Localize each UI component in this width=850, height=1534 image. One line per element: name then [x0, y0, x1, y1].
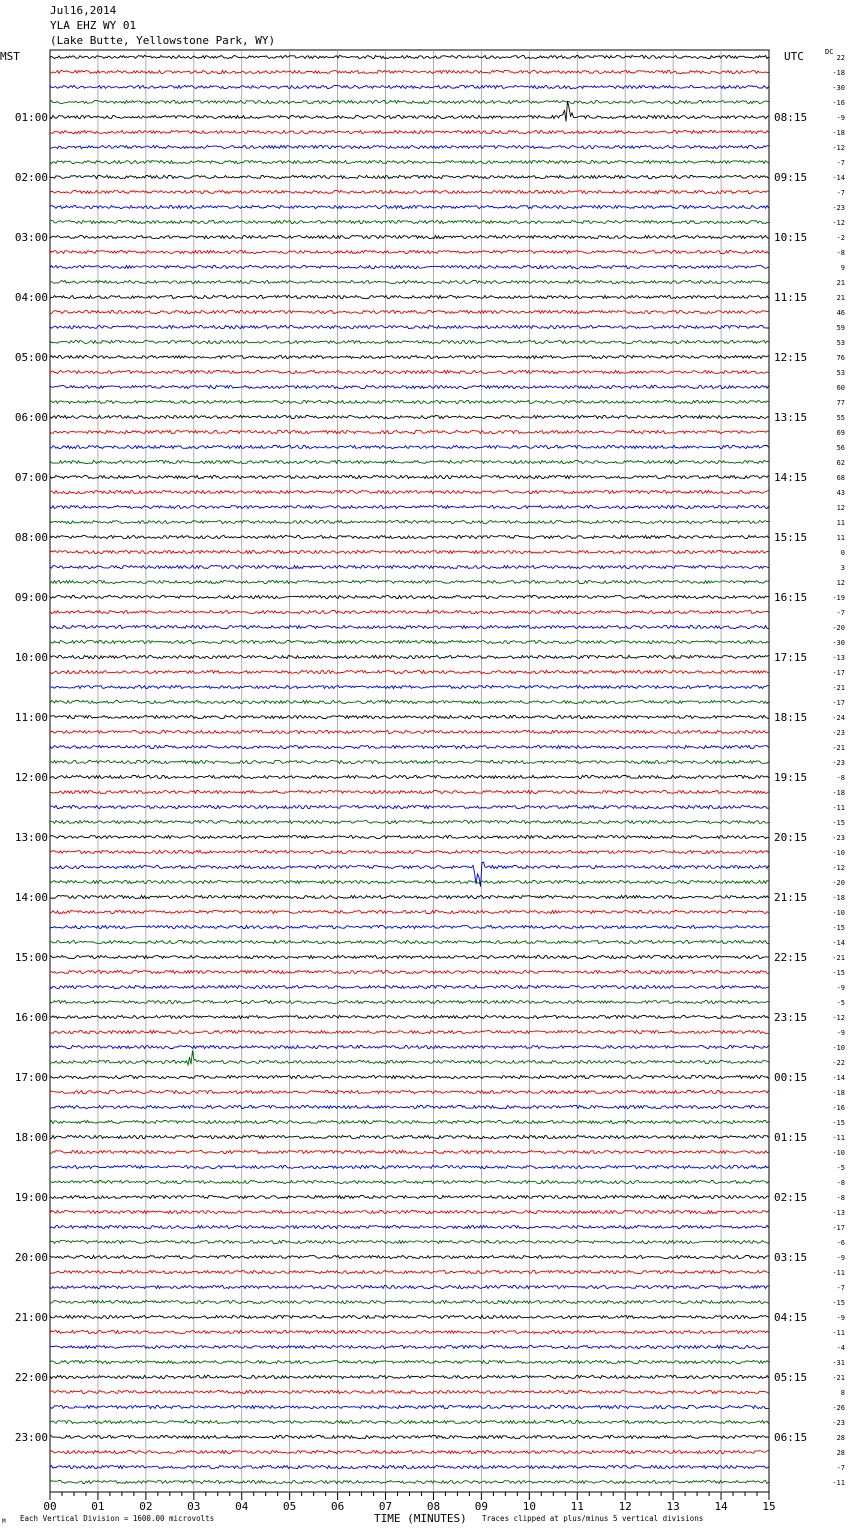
- seismic-trace: [50, 1105, 769, 1108]
- seismic-trace: [50, 490, 769, 493]
- mst-hour-label: 01:00: [14, 111, 48, 124]
- seismic-trace: [50, 1015, 769, 1018]
- seismic-trace: [50, 1180, 769, 1183]
- utc-hour-label: 08:15: [774, 111, 808, 124]
- dc-offset-label: 28: [836, 1434, 845, 1442]
- x-tick-label: 11: [570, 1500, 584, 1513]
- station-id: YLA EHZ WY 01: [50, 19, 137, 32]
- seismic-trace: [50, 445, 769, 448]
- seismic-trace: [50, 940, 769, 943]
- mst-hour-label: 03:00: [14, 231, 48, 244]
- seismic-trace: [50, 610, 769, 613]
- dc-offset-label: -18: [832, 69, 845, 77]
- utc-hour-label: 14:15: [774, 471, 808, 484]
- dc-offset-label: -10: [832, 1149, 845, 1157]
- dc-offset-label: -9: [836, 114, 845, 122]
- seismic-trace: [50, 790, 769, 793]
- dc-offset-label: -6: [836, 1239, 845, 1247]
- dc-offset-label: -12: [832, 219, 845, 227]
- seismic-trace: [50, 1360, 769, 1363]
- seismic-trace: [50, 325, 769, 328]
- dc-offset-label: -22: [832, 1059, 845, 1067]
- seismic-trace: [50, 265, 769, 268]
- dc-offset-label: 3: [840, 564, 845, 572]
- seismic-trace: [50, 925, 769, 928]
- x-tick-label: 06: [330, 1500, 345, 1513]
- dc-offset-label: -11: [832, 1479, 845, 1487]
- seismic-trace: [50, 1195, 769, 1198]
- seismic-trace: [50, 1255, 769, 1258]
- mst-hour-label: 18:00: [14, 1131, 48, 1144]
- dc-offset-label: -21: [832, 744, 845, 752]
- dc-offset-label: -9: [836, 1029, 845, 1037]
- dc-offset-label: -10: [832, 1044, 845, 1052]
- dc-offset-label: -11: [832, 1329, 845, 1337]
- mst-hour-label: 09:00: [14, 591, 48, 604]
- dc-offset-label: -12: [832, 864, 845, 872]
- seismic-trace: [50, 101, 769, 121]
- seismic-trace: [50, 235, 769, 238]
- dc-offset-label: -8: [836, 1179, 845, 1187]
- seismic-trace: [50, 250, 769, 253]
- utc-hour-label: 03:15: [774, 1251, 808, 1264]
- dc-offset-label: -18: [832, 789, 845, 797]
- seismic-trace: [50, 535, 769, 538]
- seismic-trace: [50, 370, 769, 373]
- seismic-trace: [50, 205, 769, 208]
- seismic-trace: [50, 700, 769, 703]
- utc-hour-label: 04:15: [774, 1311, 808, 1324]
- seismic-trace: [50, 1135, 769, 1138]
- seismic-trace: [50, 850, 769, 853]
- seismic-trace: [50, 730, 769, 733]
- mst-hour-label: 06:00: [14, 411, 48, 424]
- clip-note: Traces clipped at plus/minus 5 vertical divisions: [482, 1514, 704, 1523]
- utc-hour-label: 10:15: [774, 231, 808, 244]
- seismic-trace: [50, 805, 769, 808]
- seismic-trace: [50, 1330, 769, 1333]
- seismic-trace: [50, 715, 769, 718]
- seismic-trace: [50, 55, 769, 58]
- seismic-trace: [50, 475, 769, 478]
- seismic-trace: [50, 1345, 769, 1348]
- dc-offset-label: -23: [832, 204, 845, 212]
- seismic-trace: [50, 745, 769, 748]
- seismic-trace: [50, 220, 769, 223]
- dc-offset-label: -16: [832, 1104, 845, 1112]
- dc-offset-label: 76: [836, 354, 845, 362]
- dc-offset-label: -21: [832, 1374, 845, 1382]
- mst-axis-label: MST: [0, 50, 20, 63]
- x-tick-label: 05: [283, 1500, 297, 1513]
- seismic-trace: [50, 355, 769, 358]
- seismic-trace: [50, 1480, 769, 1483]
- seismic-trace: [50, 340, 769, 343]
- mst-hour-label: 02:00: [14, 171, 48, 184]
- dc-offset-label: -12: [832, 1014, 845, 1022]
- dc-offset-label: 46: [836, 309, 845, 317]
- mst-hour-label: 22:00: [14, 1371, 48, 1384]
- seismic-trace: [50, 505, 769, 508]
- seismic-trace: [50, 1225, 769, 1228]
- seismic-trace: [50, 565, 769, 568]
- dc-offset-label: 53: [836, 339, 845, 347]
- seismic-trace: [50, 640, 769, 643]
- dc-offset-label: -14: [832, 174, 845, 182]
- dc-offset-label: -4: [836, 1344, 845, 1352]
- dc-offset-label: -7: [836, 1464, 845, 1472]
- dc-offset-label: -2: [836, 234, 845, 242]
- dc-offset-label: -10: [832, 909, 845, 917]
- dc-offset-label: -23: [832, 834, 845, 842]
- dc-offset-label: -13: [832, 1209, 845, 1217]
- seismic-trace: [50, 1075, 769, 1078]
- dc-offset-label: 56: [836, 444, 845, 452]
- seismic-trace: [50, 760, 769, 763]
- seismic-trace: [50, 985, 769, 988]
- dc-offset-label: 12: [836, 504, 845, 512]
- seismic-trace: [50, 100, 769, 103]
- mst-hour-label: 14:00: [14, 891, 48, 904]
- utc-hour-label: 05:15: [774, 1371, 808, 1384]
- seismic-trace: [50, 1375, 769, 1378]
- seismic-trace: [50, 670, 769, 673]
- seismic-trace: [50, 520, 769, 523]
- mst-hour-label: 21:00: [14, 1311, 48, 1324]
- dc-offset-label: -17: [832, 669, 845, 677]
- dc-offset-label: -17: [832, 1224, 845, 1232]
- dc-offset-label: -16: [832, 99, 845, 107]
- x-tick-label: 15: [762, 1500, 776, 1513]
- seismic-trace: [50, 1270, 769, 1273]
- dc-axis-label: DC: [825, 48, 834, 56]
- seismic-trace: [50, 190, 769, 193]
- seismic-trace: [50, 880, 769, 883]
- seismic-trace: [50, 1165, 769, 1168]
- dc-offset-label: 11: [836, 519, 845, 527]
- dc-offset-label: -9: [836, 984, 845, 992]
- mst-hour-label: 17:00: [14, 1071, 48, 1084]
- x-tick-label: 00: [43, 1500, 57, 1513]
- dc-offset-label: -15: [832, 969, 845, 977]
- utc-hour-label: 21:15: [774, 891, 808, 904]
- seismic-trace: [50, 1030, 769, 1033]
- seismic-trace: [50, 685, 769, 688]
- station-location: (Lake Butte, Yellowstone Park, WY): [50, 34, 276, 47]
- dc-offset-label: -15: [832, 1119, 845, 1127]
- dc-offset-label: -23: [832, 729, 845, 737]
- dc-offset-label: -23: [832, 759, 845, 767]
- mst-hour-label: 12:00: [14, 771, 48, 784]
- dc-offset-label: -20: [832, 624, 845, 632]
- seismic-trace: [50, 595, 769, 598]
- seismic-trace: [50, 280, 769, 283]
- dc-offset-label: -23: [832, 1419, 845, 1427]
- dc-offset-label: -30: [832, 84, 845, 92]
- dc-offset-label: -14: [832, 1074, 845, 1082]
- seismic-trace: [50, 1300, 769, 1303]
- utc-hour-label: 17:15: [774, 651, 808, 664]
- seismic-trace: [50, 580, 769, 583]
- mst-hour-label: 23:00: [14, 1431, 48, 1444]
- x-tick-label: 08: [426, 1500, 441, 1513]
- x-tick-label: 09: [474, 1500, 489, 1513]
- mst-hour-label: 07:00: [14, 471, 48, 484]
- mst-hour-label: 11:00: [14, 711, 48, 724]
- seismic-trace: [50, 895, 769, 898]
- dc-offset-label: -8: [836, 249, 845, 257]
- utc-hour-label: 12:15: [774, 351, 808, 364]
- mst-hour-label: 04:00: [14, 291, 48, 304]
- x-tick-label: 04: [235, 1500, 249, 1513]
- dc-offset-label: 60: [836, 384, 845, 392]
- seismic-trace: [50, 1090, 769, 1093]
- utc-hour-label: 20:15: [774, 831, 808, 844]
- dc-offset-label: -30: [832, 639, 845, 647]
- dc-offset-label: -24: [832, 714, 845, 722]
- dc-offset-label: -9: [836, 1314, 845, 1322]
- seismic-trace: [50, 655, 769, 658]
- record-date: Jul16,2014: [50, 4, 117, 17]
- dc-offset-label: 59: [836, 324, 845, 332]
- dc-offset-label: -7: [836, 1284, 845, 1292]
- mst-hour-label: 19:00: [14, 1191, 48, 1204]
- seismic-trace: [50, 1390, 769, 1393]
- utc-hour-label: 06:15: [774, 1431, 808, 1444]
- dc-offset-label: 28: [836, 1449, 845, 1457]
- seismic-trace: [50, 160, 769, 163]
- seismic-trace: [50, 910, 769, 913]
- seismic-trace: [50, 1405, 769, 1408]
- seismic-trace: [50, 625, 769, 628]
- seismic-trace: [50, 1285, 769, 1288]
- utc-hour-label: 02:15: [774, 1191, 808, 1204]
- seismic-trace: [50, 415, 769, 418]
- utc-hour-label: 16:15: [774, 591, 808, 604]
- dc-offset-label: -31: [832, 1359, 845, 1367]
- seismic-trace: [50, 130, 769, 133]
- dc-offset-label: -15: [832, 819, 845, 827]
- seismic-trace: [50, 970, 769, 973]
- dc-offset-label: 22: [836, 54, 845, 62]
- seismic-trace: [50, 835, 769, 838]
- seismic-trace: [50, 1465, 769, 1468]
- seismic-trace: [50, 550, 769, 553]
- utc-hour-label: 09:15: [774, 171, 808, 184]
- mst-hour-label: 08:00: [14, 531, 48, 544]
- dc-offset-label: -11: [832, 1269, 845, 1277]
- dc-offset-label: 62: [836, 459, 845, 467]
- dc-offset-label: -13: [832, 654, 845, 662]
- mst-hour-label: 13:00: [14, 831, 48, 844]
- utc-hour-label: 19:15: [774, 771, 808, 784]
- dc-offset-label: 12: [836, 579, 845, 587]
- dc-offset-label: 11: [836, 534, 845, 542]
- dc-offset-label: -18: [832, 129, 845, 137]
- utc-hour-label: 13:15: [774, 411, 808, 424]
- dc-offset-label: -18: [832, 1089, 845, 1097]
- dc-offset-label: -11: [832, 1134, 845, 1142]
- dc-offset-label: -14: [832, 939, 845, 947]
- dc-offset-label: -7: [836, 159, 845, 167]
- seismic-trace: [50, 460, 769, 463]
- dc-offset-label: -10: [832, 849, 845, 857]
- dc-offset-label: 8: [840, 1389, 845, 1397]
- seismic-trace: [50, 1210, 769, 1213]
- mst-hour-label: 10:00: [14, 651, 48, 664]
- corner-mark: M: [2, 1518, 6, 1525]
- dc-offset-label: -7: [836, 189, 845, 197]
- dc-offset-label: 55: [836, 414, 845, 422]
- seismic-trace: [50, 1000, 769, 1003]
- dc-offset-label: 21: [836, 294, 845, 302]
- utc-hour-label: 23:15: [774, 1011, 808, 1024]
- seismic-trace: [50, 385, 769, 388]
- seismic-trace: [50, 955, 769, 958]
- dc-offset-label: -8: [836, 1194, 845, 1202]
- dc-offset-label: -17: [832, 699, 845, 707]
- seismic-trace: [50, 775, 769, 778]
- dc-offset-label: 0: [840, 549, 845, 557]
- mst-hour-label: 20:00: [14, 1251, 48, 1264]
- seismic-trace: [50, 295, 769, 298]
- utc-axis-label: UTC: [784, 50, 804, 63]
- vertical-division-note: Each Vertical Division = 1600.00 microvolts: [20, 1514, 215, 1523]
- utc-hour-label: 15:15: [774, 531, 808, 544]
- utc-hour-label: 18:15: [774, 711, 808, 724]
- seismic-trace: [50, 1420, 769, 1423]
- mst-hour-label: 15:00: [14, 951, 48, 964]
- dc-offset-label: 69: [836, 429, 845, 437]
- dc-offset-label: 43: [836, 489, 845, 497]
- seismic-trace: [50, 400, 769, 403]
- seismic-trace: [50, 70, 769, 73]
- dc-offset-label: 53: [836, 369, 845, 377]
- x-tick-label: 03: [187, 1500, 201, 1513]
- seismic-trace: [50, 1435, 769, 1438]
- dc-offset-label: 77: [836, 399, 845, 407]
- seismic-trace: [50, 175, 769, 178]
- seismic-trace: [50, 1315, 769, 1318]
- seismic-trace: [50, 1450, 769, 1453]
- x-tick-label: 14: [714, 1500, 728, 1513]
- dc-offset-label: 68: [836, 474, 845, 482]
- seismic-trace: [50, 85, 769, 88]
- dc-offset-label: -26: [832, 1404, 845, 1412]
- utc-hour-label: 11:15: [774, 291, 808, 304]
- seismic-trace: [50, 1050, 769, 1065]
- seismic-trace: [50, 1240, 769, 1243]
- x-tick-label: 01: [91, 1500, 105, 1513]
- dc-offset-label: -15: [832, 924, 845, 932]
- mst-hour-label: 16:00: [14, 1011, 48, 1024]
- x-tick-label: 13: [666, 1500, 680, 1513]
- dc-offset-label: -21: [832, 954, 845, 962]
- utc-hour-label: 01:15: [774, 1131, 808, 1144]
- x-tick-label: 07: [378, 1500, 393, 1513]
- x-tick-label: 02: [139, 1500, 153, 1513]
- dc-offset-label: -9: [836, 1254, 845, 1262]
- seismic-trace: [50, 310, 769, 313]
- seismic-trace: [50, 820, 769, 823]
- dc-offset-label: -21: [832, 684, 845, 692]
- dc-offset-label: -5: [836, 999, 845, 1007]
- seismic-trace: [50, 1045, 769, 1048]
- utc-hour-label: 22:15: [774, 951, 808, 964]
- seismic-trace: [50, 1120, 769, 1123]
- dc-offset-label: -11: [832, 804, 845, 812]
- dc-offset-label: -20: [832, 879, 845, 887]
- x-tick-label: 10: [522, 1500, 536, 1513]
- dc-offset-label: 9: [840, 264, 845, 272]
- x-axis-title: TIME (MINUTES): [374, 1512, 467, 1525]
- dc-offset-label: -5: [836, 1164, 845, 1172]
- mst-hour-label: 05:00: [14, 351, 48, 364]
- dc-offset-label: -15: [832, 1299, 845, 1307]
- dc-offset-label: 21: [836, 279, 845, 287]
- dc-offset-label: -8: [836, 774, 845, 782]
- dc-offset-label: -12: [832, 144, 845, 152]
- seismic-trace: [50, 145, 769, 148]
- dc-offset-label: -7: [836, 609, 845, 617]
- utc-hour-label: 00:15: [774, 1071, 808, 1084]
- seismic-trace: [50, 430, 769, 433]
- seismic-trace: [50, 1150, 769, 1153]
- dc-offset-label: -18: [832, 894, 845, 902]
- dc-offset-label: -19: [832, 594, 845, 602]
- x-tick-label: 12: [618, 1500, 632, 1513]
